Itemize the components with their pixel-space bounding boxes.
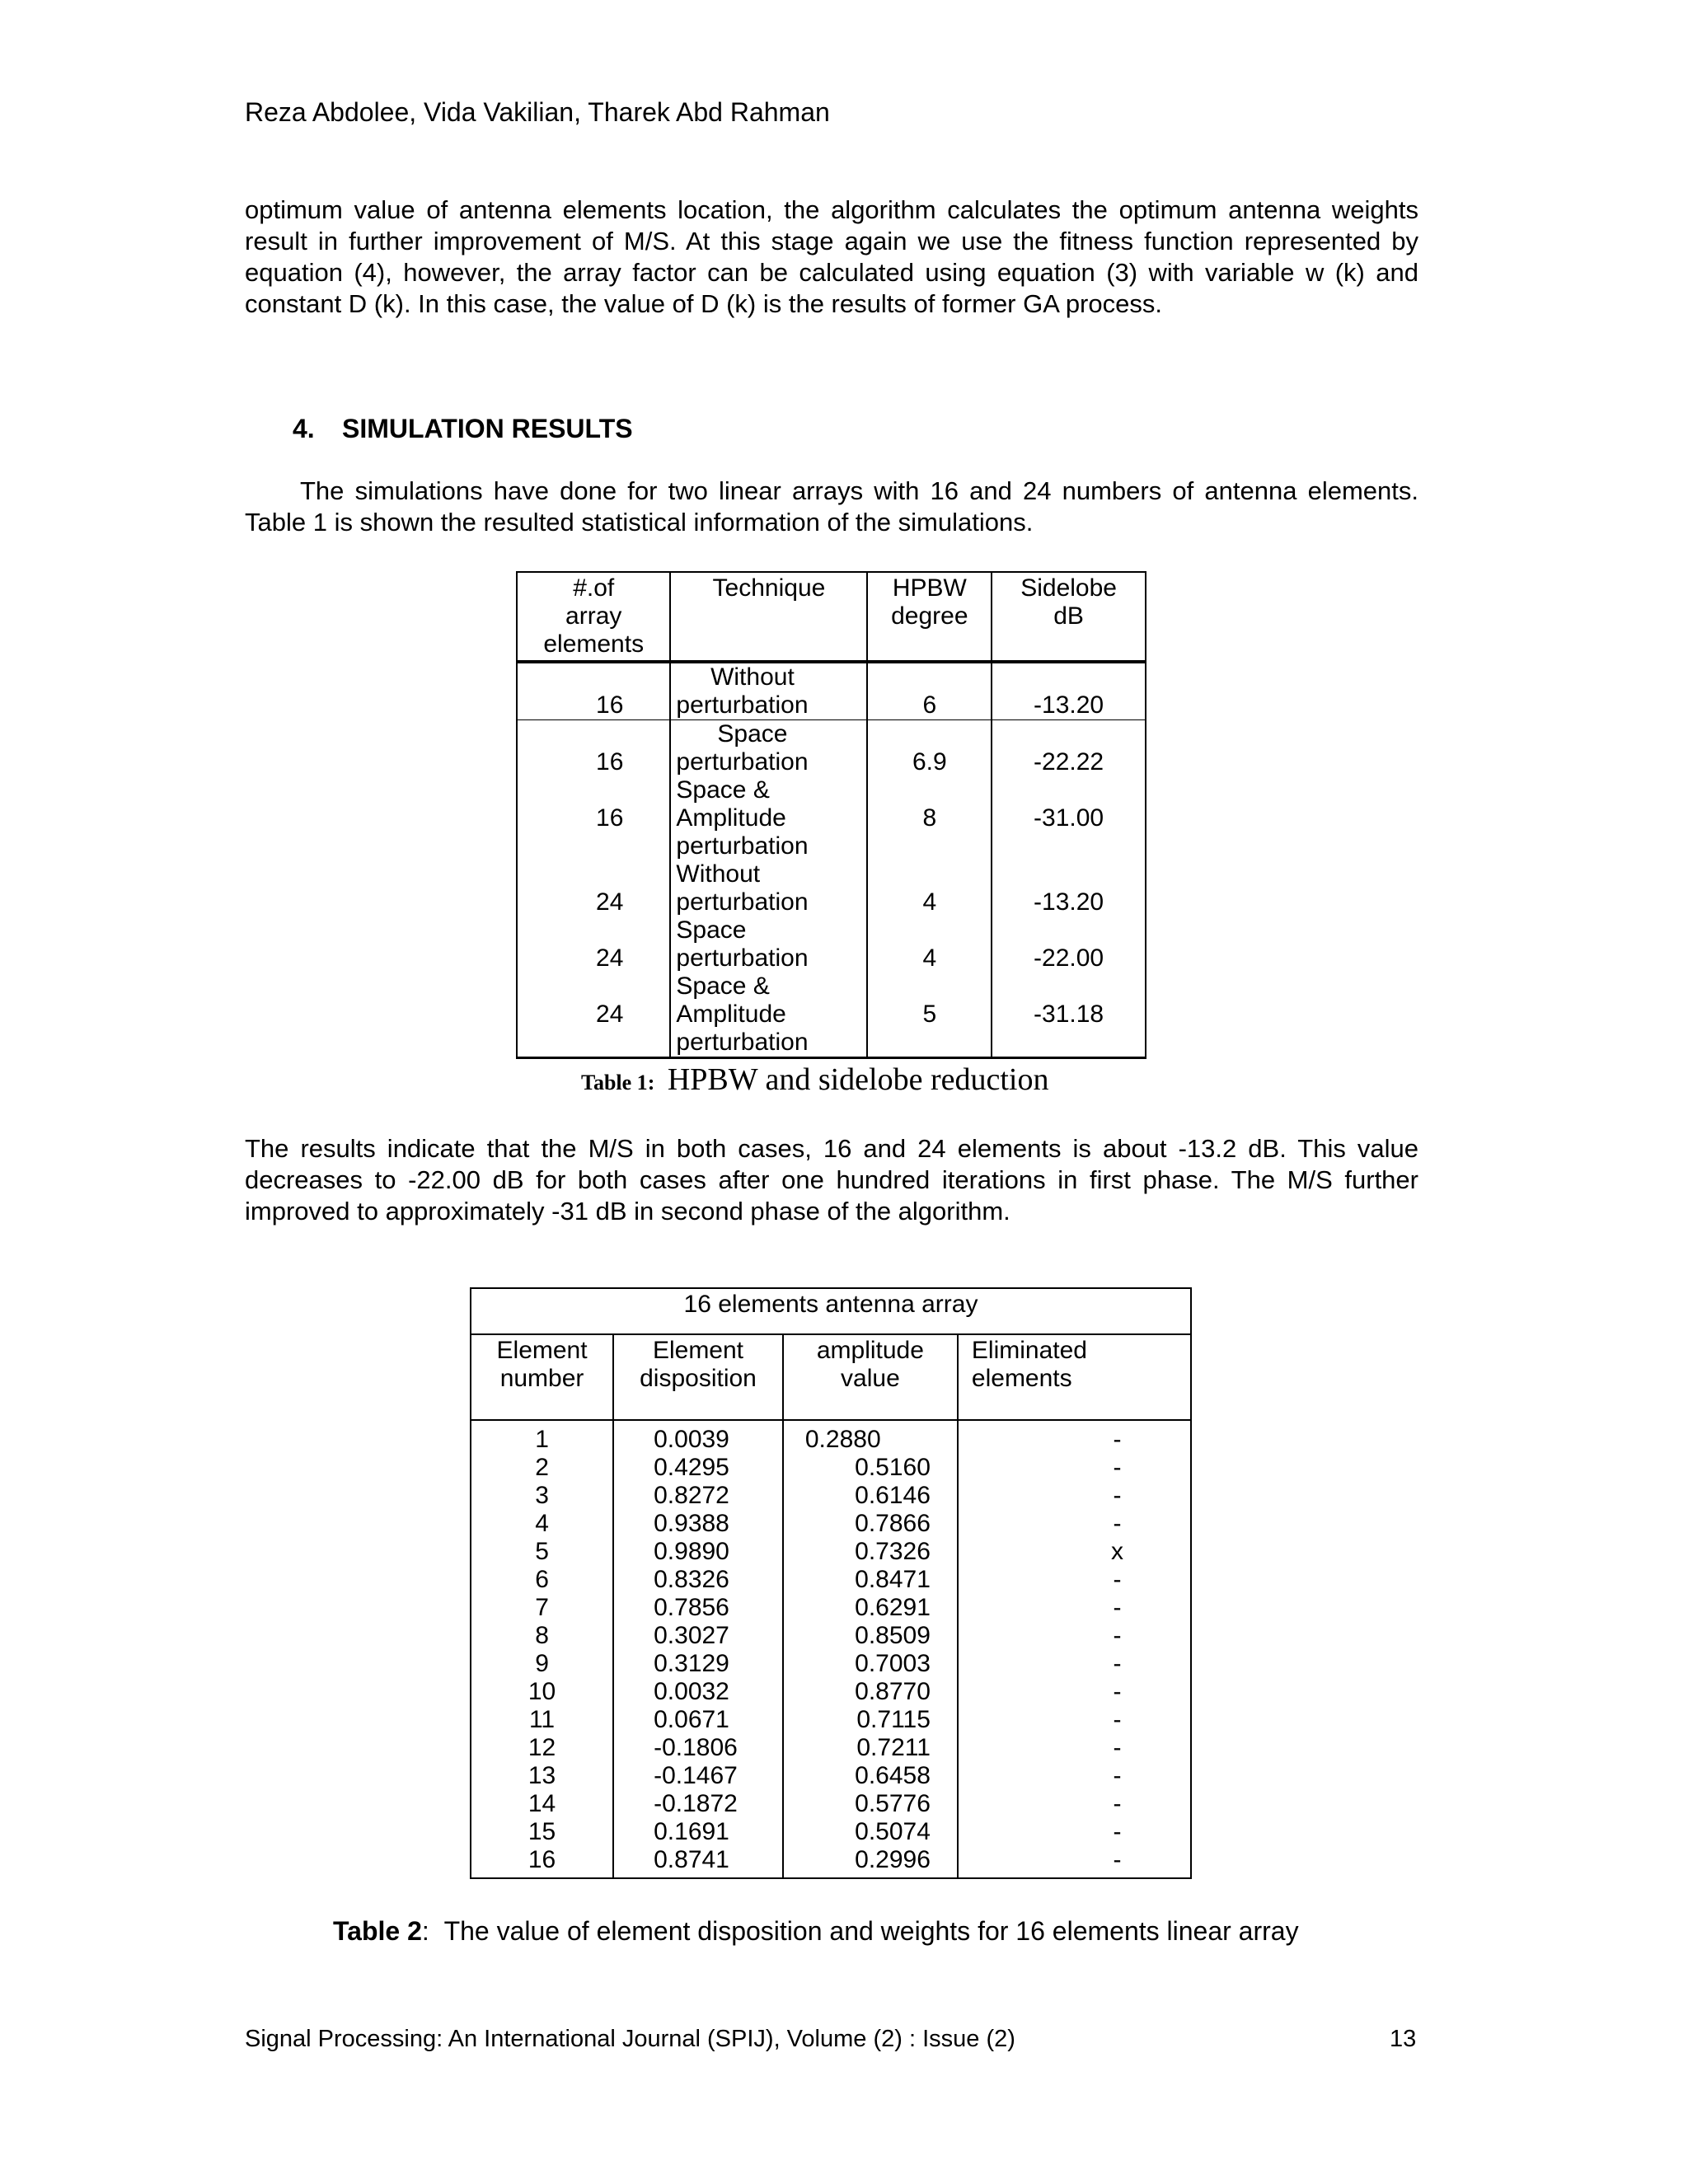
eliminated-cell: -: [958, 1594, 1191, 1622]
table-row: [471, 1594, 1191, 1622]
element-disposition-cell: 0.9388: [613, 1510, 783, 1538]
table-row: 16 Without perturbation 6 -13.20: [517, 662, 1146, 720]
eliminated-cell: -: [958, 1818, 1191, 1846]
eliminated-cell: -: [958, 1762, 1191, 1790]
table-1-header-hpbw: HPBW degree: [867, 572, 992, 662]
table-row: [471, 1678, 1191, 1706]
table-row: [471, 1566, 1191, 1594]
element-number-cell: 8: [471, 1622, 613, 1650]
amplitude-value-cell: 0.5074: [783, 1818, 958, 1846]
amplitude-value-cell: 0.5776: [783, 1790, 958, 1818]
element-number-cell: 15: [471, 1818, 613, 1846]
table-row: [471, 1482, 1191, 1510]
element-disposition-cell: 0.8272: [613, 1482, 783, 1510]
element-number-cell: 6: [471, 1566, 613, 1594]
eliminated-cell: -: [958, 1734, 1191, 1762]
element-number-cell: 9: [471, 1650, 613, 1678]
eliminated-cell: -: [958, 1420, 1191, 1454]
table-row: [471, 1790, 1191, 1818]
amplitude-value-cell: 0.7211: [783, 1734, 958, 1762]
table-row: [471, 1706, 1191, 1734]
table-2: [470, 1287, 1192, 1879]
table-2-header-number: Element number: [471, 1334, 613, 1420]
element-number-cell: 14: [471, 1790, 613, 1818]
element-number-cell: 5: [471, 1538, 613, 1566]
table-2-header-row: [471, 1334, 1191, 1420]
amplitude-value-cell: 0.7115: [783, 1706, 958, 1734]
element-disposition-cell: -0.1872: [613, 1790, 783, 1818]
element-disposition-cell: 0.3027: [613, 1622, 783, 1650]
table-1: [516, 571, 1146, 1059]
eliminated-cell: -: [958, 1790, 1191, 1818]
table-row: [471, 1538, 1191, 1566]
eliminated-cell: -: [958, 1454, 1191, 1482]
table-row: [471, 1622, 1191, 1650]
amplitude-value-cell: 0.6458: [783, 1762, 958, 1790]
table-row: 16 Space & Amplitude perturbation 8 -31.00: [517, 776, 1146, 860]
eliminated-cell: -: [958, 1650, 1191, 1678]
amplitude-value-cell: 0.6146: [783, 1482, 958, 1510]
table-row: 24 Space & Amplitude perturbation 5 -31.18: [517, 972, 1146, 1058]
element-number-cell: 10: [471, 1678, 613, 1706]
table-2-caption-label: Table 2: [333, 1916, 422, 1946]
element-number-cell: 4: [471, 1510, 613, 1538]
element-number-cell: 16: [471, 1846, 613, 1878]
amplitude-value-cell: 0.8471: [783, 1566, 958, 1594]
element-disposition-cell: 0.9890: [613, 1538, 783, 1566]
table-2-header-amplitude: amplitude value: [783, 1334, 958, 1420]
table-2-header-eliminated: Eliminated elements: [958, 1334, 1191, 1420]
table-2-header-disposition: Element disposition: [613, 1334, 783, 1420]
table-row: 24 Space perturbation 4 -22.00: [517, 916, 1146, 972]
element-disposition-cell: 0.8741: [613, 1846, 783, 1878]
amplitude-value-cell: 0.5160: [783, 1454, 958, 1482]
amplitude-value-cell: 0.7326: [783, 1538, 958, 1566]
eliminated-cell: x: [958, 1538, 1191, 1566]
table-1-caption-text: HPBW and sidelobe reduction: [667, 1062, 1049, 1097]
table-2-title: 16 elements antenna array: [471, 1288, 1191, 1334]
table-row: [471, 1510, 1191, 1538]
table-1-caption: Table 1: HPBW and sidelobe reduction: [581, 1062, 1049, 1097]
table-row: [471, 1846, 1191, 1878]
table-2-title-row: [471, 1288, 1191, 1334]
table-2-caption: Table 2: The value of element disposition and weights for 16 elements linear array: [333, 1916, 1299, 1946]
table-1-header-sidelobe: Sidelobe dB: [992, 572, 1146, 662]
amplitude-value-cell: 0.6291: [783, 1594, 958, 1622]
table-2-caption-text: The value of element disposition and weights for 16 elements linear array: [443, 1916, 1299, 1946]
table-row: [471, 1818, 1191, 1846]
table-row: 16 Space perturbation 6.9 -22.22: [517, 720, 1146, 777]
amplitude-value-cell: 0.2996: [783, 1846, 958, 1878]
table-row: [471, 1762, 1191, 1790]
element-disposition-cell: 0.4295: [613, 1454, 783, 1482]
element-disposition-cell: 0.3129: [613, 1650, 783, 1678]
eliminated-cell: -: [958, 1510, 1191, 1538]
simulation-paragraph: The simulations have done for two linear arrays with 16 and 24 numbers of antenna elements. Table 1 is shown the resulted statistical information of the simulations.: [245, 476, 1418, 537]
table-row: [471, 1734, 1191, 1762]
section-title: SIMULATION RESULTS: [342, 414, 633, 443]
element-number-cell: 2: [471, 1454, 613, 1482]
element-number-cell: 12: [471, 1734, 613, 1762]
eliminated-cell: -: [958, 1566, 1191, 1594]
amplitude-value-cell: 0.2880: [783, 1420, 958, 1454]
element-number-cell: 1: [471, 1420, 613, 1454]
element-number-cell: 3: [471, 1482, 613, 1510]
table-row: [471, 1420, 1191, 1454]
results-paragraph: The results indicate that the M/S in both cases, 16 and 24 elements is about -13.2 dB. This value decreases to -22.00 dB for both cases after one hundred iterations in first phase. The M/S further improved to approximately -31 dB in second phase of the algorithm.: [245, 1134, 1418, 1226]
element-disposition-cell: 0.7856: [613, 1594, 783, 1622]
amplitude-value-cell: 0.8509: [783, 1622, 958, 1650]
element-disposition-cell: 0.0032: [613, 1678, 783, 1706]
eliminated-cell: -: [958, 1846, 1191, 1878]
eliminated-cell: -: [958, 1482, 1191, 1510]
element-disposition-cell: 0.1691: [613, 1818, 783, 1846]
table-1-header-row: [517, 572, 1146, 662]
element-disposition-cell: -0.1467: [613, 1762, 783, 1790]
element-number-cell: 7: [471, 1594, 613, 1622]
eliminated-cell: -: [958, 1678, 1191, 1706]
element-disposition-cell: 0.8326: [613, 1566, 783, 1594]
section-heading: [293, 414, 633, 444]
section-number: 4.: [293, 414, 315, 443]
table-row: 24 Without perturbation 4 -13.20: [517, 860, 1146, 916]
eliminated-cell: -: [958, 1706, 1191, 1734]
table-1-header-technique: Technique: [670, 572, 867, 662]
element-number-cell: 13: [471, 1762, 613, 1790]
footer-page-number: 13: [1390, 2026, 1417, 2052]
running-head-authors: Reza Abdolee, Vida Vakilian, Tharek Abd Rahman: [245, 97, 830, 127]
amplitude-value-cell: 0.7866: [783, 1510, 958, 1538]
table-1-header-elements: #.of array elements: [517, 572, 670, 662]
amplitude-value-cell: 0.7003: [783, 1650, 958, 1678]
footer-journal: Signal Processing: An International Journal (SPIJ), Volume (2) : Issue (2): [245, 2026, 1015, 2052]
element-number-cell: 11: [471, 1706, 613, 1734]
table-1-caption-label: Table 1: [581, 1071, 648, 1094]
table-row: [471, 1650, 1191, 1678]
table-row: [471, 1454, 1191, 1482]
intro-paragraph: optimum value of antenna elements location, the algorithm calculates the optimum antenna weights result in further improvement of M/S. At this stage again we use the fitness function represented by equation (4), however, the array factor can be calculated using equation (3) with variable w (k) and constant D (k). In this case, the value of D (k) is the results of former GA process.: [245, 195, 1418, 318]
eliminated-cell: -: [958, 1622, 1191, 1650]
element-disposition-cell: -0.1806: [613, 1734, 783, 1762]
amplitude-value-cell: 0.8770: [783, 1678, 958, 1706]
element-disposition-cell: 0.0671: [613, 1706, 783, 1734]
element-disposition-cell: 0.0039: [613, 1420, 783, 1454]
